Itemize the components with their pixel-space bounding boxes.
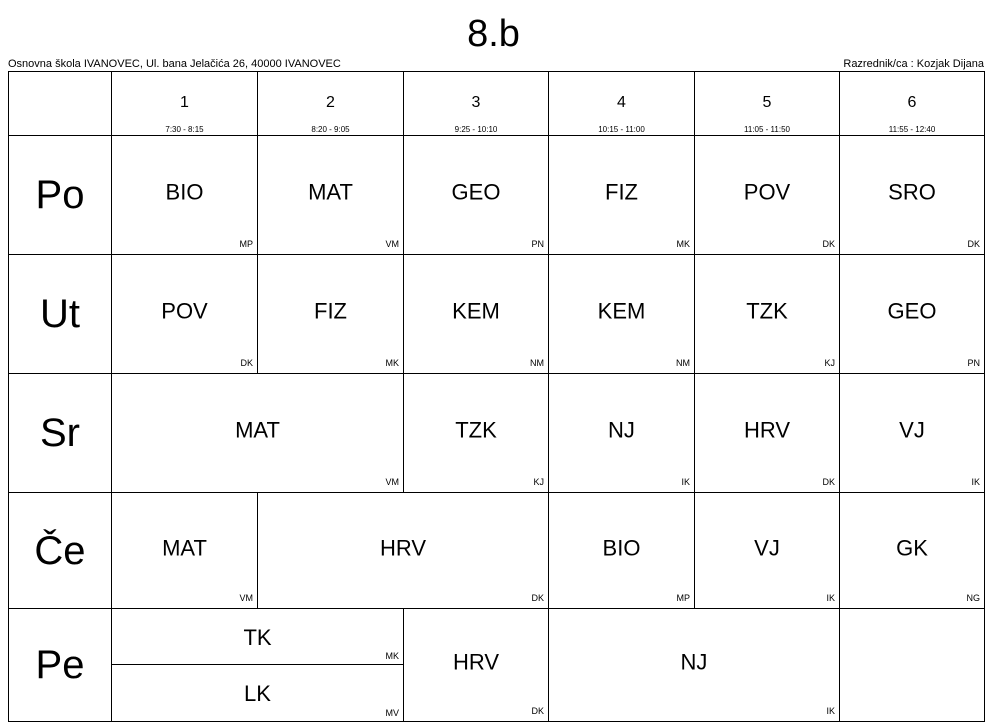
day-label-pe xyxy=(9,609,112,721)
subject: HRV xyxy=(743,417,791,443)
subject: SRO xyxy=(888,179,936,205)
lesson-cell xyxy=(404,374,549,493)
lesson-cell xyxy=(840,136,984,255)
day-label-po xyxy=(9,136,112,255)
teacher-code: PN xyxy=(967,358,980,368)
subject: POV xyxy=(161,298,208,324)
lesson-cell xyxy=(840,493,984,609)
subject: BIO xyxy=(165,179,204,205)
teacher-code: VM xyxy=(239,593,253,603)
subject: VJ xyxy=(899,417,925,443)
lesson-cell xyxy=(404,609,549,721)
lesson-cell xyxy=(695,374,840,493)
day-label-sr xyxy=(9,374,112,493)
day-name: Če xyxy=(34,528,86,573)
teacher-code: MK xyxy=(385,358,399,368)
lesson-cell xyxy=(549,255,695,374)
subject: NJ xyxy=(608,417,635,443)
teacher-code: DK xyxy=(240,358,253,368)
lesson-cell xyxy=(840,255,984,374)
subject: TZK xyxy=(455,417,497,443)
lesson-cell xyxy=(112,136,258,255)
day-label-ut xyxy=(9,255,112,374)
subject: VJ xyxy=(754,534,780,560)
lesson-cell xyxy=(549,374,695,493)
period-time: 7:30 - 8:15 xyxy=(165,125,204,134)
teacher-code: IK xyxy=(826,706,835,716)
subject: FIZ xyxy=(605,179,638,205)
teacher-code: IK xyxy=(826,593,835,603)
lesson-cell xyxy=(549,493,695,609)
day-name: Pe xyxy=(35,643,85,687)
subject: POV xyxy=(743,179,791,205)
period-time: 11:55 - 12:40 xyxy=(888,125,936,134)
lesson-cell xyxy=(840,374,984,493)
subject: GEO xyxy=(451,179,501,205)
empty-cell xyxy=(840,609,984,721)
lesson-cell xyxy=(112,665,404,721)
period-header-1 xyxy=(112,72,258,136)
subject: MAT xyxy=(235,417,280,443)
teacher-code: VM xyxy=(385,239,399,249)
teacher-code: IK xyxy=(971,477,980,487)
teacher-code: MK xyxy=(676,239,690,249)
subject: HRV xyxy=(379,534,427,560)
day-label-ce xyxy=(9,493,112,609)
subject: KEM xyxy=(597,298,646,324)
teacher-code: MP xyxy=(676,593,690,603)
subject: MAT xyxy=(162,534,207,560)
period-number: 6 xyxy=(907,94,917,111)
lesson-cell xyxy=(695,136,840,255)
lesson-cell xyxy=(258,493,549,609)
period-time: 10:15 - 11:00 xyxy=(598,125,645,134)
teacher-code: KJ xyxy=(533,477,544,487)
timetable-grid xyxy=(8,71,985,722)
subject: HRV xyxy=(452,649,500,675)
lesson-cell xyxy=(112,493,258,609)
teacher-code: MV xyxy=(385,708,399,718)
school-info: Osnovna škola IVANOVEC, Ul. bana Jelačića 26, 40000 IVANOVEC xyxy=(8,58,341,70)
teacher-code: MP xyxy=(239,239,253,249)
subject: TZK xyxy=(746,298,788,324)
period-header-5 xyxy=(695,72,840,136)
teacher-code: DK xyxy=(531,706,544,716)
period-number: 4 xyxy=(617,94,626,111)
period-number: 3 xyxy=(471,94,481,111)
day-name: Po xyxy=(35,173,85,217)
lesson-cell xyxy=(549,136,695,255)
subject: LK xyxy=(244,681,271,706)
period-time: 11:05 - 11:50 xyxy=(744,125,790,134)
teacher-code: MK xyxy=(385,651,399,661)
teacher-code: VM xyxy=(385,477,399,487)
lesson-cell xyxy=(258,136,404,255)
lesson-cell xyxy=(404,136,549,255)
teacher-code: KJ xyxy=(824,358,835,368)
class-title: 8.b xyxy=(467,13,520,55)
lesson-cell xyxy=(549,609,840,721)
subject: TK xyxy=(243,625,272,650)
period-number: 1 xyxy=(180,94,189,111)
lesson-cell xyxy=(112,255,258,374)
day-name: Sr xyxy=(40,411,80,455)
period-time: 9:25 - 10:10 xyxy=(454,125,498,134)
lesson-cell xyxy=(404,255,549,374)
teacher-code: IK xyxy=(681,477,690,487)
lesson-cell xyxy=(258,255,404,374)
lesson-cell xyxy=(695,255,840,374)
teacher-code: DK xyxy=(822,477,835,487)
teacher-code: NM xyxy=(676,358,690,368)
subject: FIZ xyxy=(314,298,347,324)
period-number: 5 xyxy=(762,94,772,111)
day-name: Ut xyxy=(40,292,80,336)
subject: KEM xyxy=(452,298,500,324)
teacher-code: NM xyxy=(530,358,544,368)
lesson-cell xyxy=(112,374,404,493)
subject: NJ xyxy=(680,649,708,675)
lesson-cell xyxy=(695,493,840,609)
period-header-6 xyxy=(840,72,984,136)
period-header-4 xyxy=(549,72,695,136)
subject: MAT xyxy=(308,179,353,205)
subject: BIO xyxy=(602,534,641,560)
corner-cell xyxy=(9,72,112,136)
homeroom-teacher: Razrednik/ca : Kozjak Dijana xyxy=(843,58,984,70)
lesson-cell xyxy=(112,609,404,665)
teacher-code: DK xyxy=(967,239,980,249)
period-header-2 xyxy=(258,72,404,136)
period-number: 2 xyxy=(326,94,335,111)
teacher-code: NG xyxy=(966,593,980,603)
period-header-3 xyxy=(404,72,549,136)
teacher-code: DK xyxy=(531,593,544,603)
subject: GK xyxy=(896,534,928,560)
teacher-code: PN xyxy=(531,239,544,249)
period-time: 8:20 - 9:05 xyxy=(311,125,350,134)
teacher-code: DK xyxy=(822,239,835,249)
subject: GEO xyxy=(887,298,937,324)
